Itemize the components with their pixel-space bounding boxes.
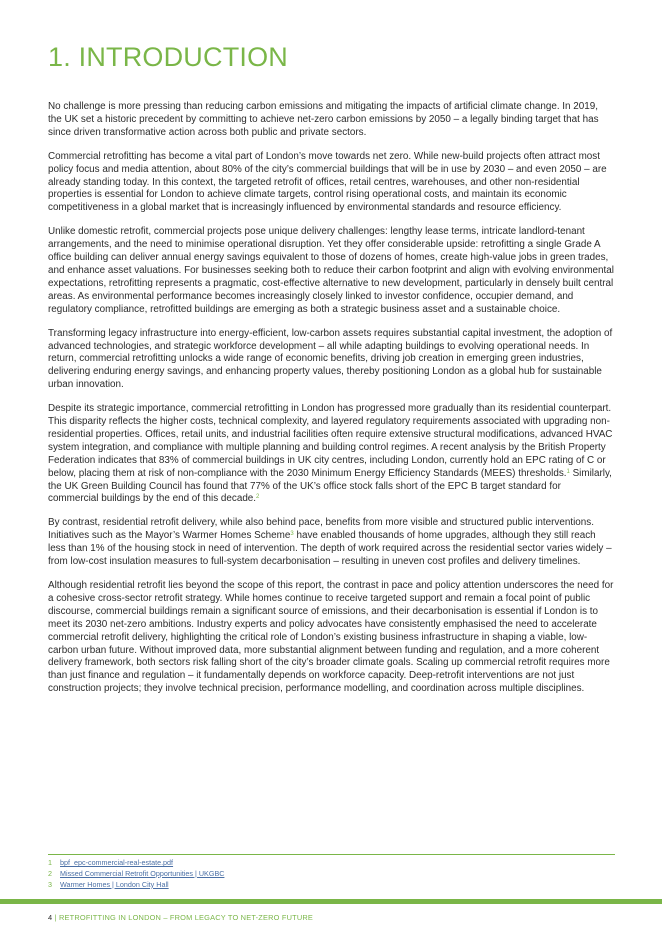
- paragraph-text: Although residential retrofit lies beyond the scope of this report, the contrast in pace and policy attention underscores the need for a cohesive cross-sector retrofit strategy. While homes continue to receive targeted support and remain a focal point of public discourse, commercial buildings remain a significant source of emissions, and their decarbonisation is essential if London is to meet its 2030 net-zero ambitions. Industry experts and policy advocates have consistently emphasised the need to accelerate commercial retrofit delivery, highlighting the critical role of London’s existing business infrastructure in shaping a viable, low-carbon urban future. Without improved data, more substantial alignment between funding and regulation, and a more coherent delivery framework, both sectors risk falling short of the city’s broader climate goals. Scaling up commercial retrofit requires more than just finance and regulation – it fundamentally depends on workforce capacity. Deep-retrofit interventions are not just construction projects; they involve technical precision, performance modelling, and coordination across multiple disciplines.: [48, 580, 614, 695]
- page-footer: [48, 913, 313, 922]
- footnote-divider: [48, 854, 615, 855]
- footnote-link[interactable]: Warmer Homes | London City Hall: [60, 879, 169, 889]
- paragraph: [48, 403, 614, 506]
- footnote-ref-3[interactable]: 3: [290, 531, 294, 538]
- page-number: 4: [48, 913, 53, 922]
- footnote-link[interactable]: Missed Commercial Retrofit Opportunities | UKGBC: [60, 868, 225, 878]
- page-title: 1. INTRODUCTION: [48, 42, 289, 72]
- paragraph-text: No challenge is more pressing than reducing carbon emissions and mitigating the impacts of artificial climate change. In 2019, the UK set a historic precedent by committing to achieve net-zero carbon emissions by 2050 – a legally binding target that has since driven transformative action across both public and private sectors.: [48, 101, 599, 138]
- paragraph-text: By contrast, residential retrofit delivery, while also behind pace, benefits from more visible and structured public interventions. Initiatives such as the Mayor’s Warmer Homes Scheme: [48, 517, 594, 542]
- footnote-ref-1[interactable]: 1: [566, 468, 570, 475]
- footnotes: [48, 858, 608, 890]
- footnote-ref-2[interactable]: 2: [256, 494, 260, 501]
- footnote-1: [48, 858, 608, 869]
- paragraph-text: Despite its strategic importance, commercial retrofitting in London has progressed more gradually than its residential counterpart. This disparity reflects the higher costs, technical complexity, and layered regulatory requirements associated with upgrading non-residential properties. Offices, retail units, and industrial facilities often require extensive structural modifications, advanced HVAC system integration, and compliance with multiple planning and building control regimes. A recent analysis by the British Property Federation indicates that 83% of commercial buildings in UK city centres, including London, currently hold an EPC rating of C or below, placing them at risk of non-compliance with the 2030 Minimum Energy Efficiency Standards (MEES) thresholds.: [48, 403, 613, 479]
- footnote-number: 1: [48, 858, 52, 867]
- paragraph: [48, 226, 614, 316]
- footer-title: RETROFITTING IN LONDON – FROM LEGACY TO NET-ZERO FUTURE: [58, 913, 314, 922]
- paragraph: [48, 328, 614, 393]
- footnote-2: [48, 869, 608, 880]
- paragraph: [48, 101, 614, 140]
- paragraph-text: Transforming legacy infrastructure into energy-efficient, low-carbon assets requires substantial capital investment, the adoption of advanced technologies, and strategic workforce development – all while adapting buildings to evolving operational needs. In return, commercial retrofitting unlocks a wide range of economic benefits, driving job creation in emerging green industries, delivering enduring energy savings, and enhancing property values, thereby positioning London as a global hub for sustainable urban innovation.: [48, 327, 613, 391]
- footnote-3: [48, 880, 608, 891]
- footer-band: [0, 899, 662, 904]
- paragraph: [48, 517, 614, 569]
- body-text: [48, 101, 614, 707]
- footnote-link[interactable]: bpf_epc-commercial-real-estate.pdf: [60, 858, 174, 867]
- paragraph-text: Unlike domestic retrofit, commercial projects pose unique delivery challenges: lengthy lease terms, intricate landlord-tenant arrangements, and the need to minimise operational disruption. Yet they offer considerable upside: retrofitting a single Grade A office building can deliver annual energy savings equivalent to those of dozens of homes, create high-value jobs in green trades, and enhance asset valuations. For businesses seeking both to reduce their carbon footprint and align with evolving environmental expectations, retrofitting represents a pragmatic, cost-effective alternative to new development, particularly in densely built central areas. As environmental performance becomes increasingly closely linked to investor confidence, occupier demand, and regulatory compliance, retrofitted buildings are emerging as both a strategic business asset and a sustainable choice.: [48, 226, 614, 315]
- paragraph: [48, 580, 614, 696]
- footnote-number: 3: [48, 879, 52, 889]
- paragraph-text: Similarly, the UK Green Building Council has found that 77% of the UK’s office stock falls short of the EPC B target standard for commercial buildings by the end of this decade.: [48, 467, 612, 505]
- footer-separator: |: [54, 913, 57, 922]
- paragraph-text: Commercial retrofitting has become a vital part of London’s move towards net zero. While new-build projects often attract most policy focus and media attention, about 80% of the city’s commercial buildings that will be in use by 2030 – and even 2050 – are already standing today. In this context, the targeted retrofit of offices, retail centres, warehouses, and other non-residential properties is essential for London to achieve climate targets, control rising operational costs, and maintain its economic competitiveness in a global market that is increasingly influenced by environmental standards and resource efficiency.: [48, 150, 607, 214]
- paragraph: [48, 151, 614, 216]
- footnote-number: 2: [48, 868, 52, 878]
- paragraph-text: have enabled thousands of home upgrades, although they still reach less than 1% of the housing stock in need of intervention. The depth of work required across the residential sector varies widely – from low-cost insulation measures to full-system decarbonisation – resulting in uneven cost profiles and delivery timelines.: [48, 530, 612, 568]
